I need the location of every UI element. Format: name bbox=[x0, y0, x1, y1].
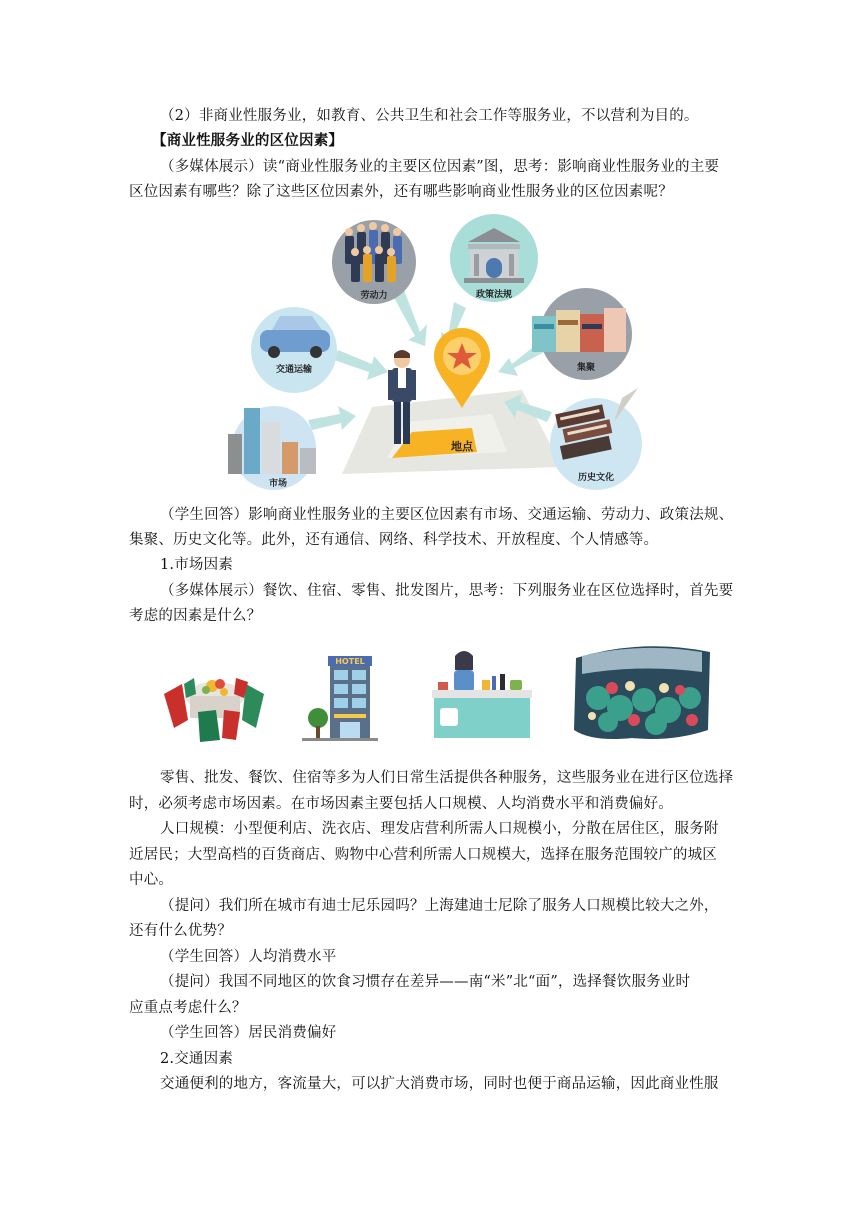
paragraph-student-answer-3: （学生回答）居民消费偏好 bbox=[160, 1025, 337, 1041]
site-label: 地点 bbox=[451, 440, 473, 453]
wholesale-market-image bbox=[572, 638, 712, 744]
market-factor bbox=[228, 406, 316, 490]
paragraph-question-2: （提问）我国不同地区的饮食习惯存在差异——南“米”北“面”，选择餐饮服务业时 bbox=[160, 974, 691, 990]
culture-label: 历史文化 bbox=[577, 473, 615, 483]
culture-factor bbox=[550, 388, 642, 490]
paragraph-population-cont: 近居民；大型高档的百货商店、购物中心营利所需人口规模大，选择在服务范围较广的城区 bbox=[129, 847, 717, 863]
retail-image bbox=[430, 644, 534, 742]
hotel-sign-text: HOTEL bbox=[335, 657, 365, 666]
section-heading: 【商业性服务业的区位因素】 bbox=[152, 133, 344, 149]
policy-factor bbox=[450, 214, 538, 302]
paragraph-question-1: （提问）我们所在城市有迪士尼乐园吗？上海建迪士尼除了服务人口规模比较大之外， bbox=[160, 898, 719, 914]
cluster-factor bbox=[532, 288, 632, 380]
labor-label: 劳动力 bbox=[360, 291, 388, 301]
paragraph-student-answer-2: （学生回答）人均消费水平 bbox=[160, 949, 337, 965]
subsection-market: 1.市场因素 bbox=[160, 557, 234, 573]
paragraph-population: 人口规模：小型便利店、洗衣店、理发店营利所需人口规模小，分散在居住区，服务附 bbox=[160, 821, 719, 837]
market-label: 市场 bbox=[268, 479, 288, 489]
cluster-label: 集聚 bbox=[576, 363, 596, 373]
transport-factor bbox=[251, 307, 337, 393]
labor-factor bbox=[332, 220, 416, 304]
hotel-image bbox=[298, 654, 382, 744]
paragraph-non-commercial: （2）非商业性服务业，如教育、公共卫生和社会工作等服务业，不以营利为目的。 bbox=[160, 108, 699, 124]
paragraph-multimedia-2: （多媒体展示）餐饮、住宿、零售、批发图片，思考：下列服务业在区位选择时，首先要 bbox=[160, 583, 734, 599]
location-factors-diagram bbox=[222, 212, 642, 494]
subsection-transport: 2.交通因素 bbox=[160, 1051, 234, 1067]
transport-label: 交通运输 bbox=[275, 365, 313, 375]
paragraph-multimedia-2-cont: 考虑的因素是什么？ bbox=[129, 608, 262, 624]
paragraph-question-1-cont: 还有什么优势？ bbox=[129, 923, 232, 939]
paragraph-student-answer-1: （学生回答）影响商业性服务业的主要区位因素有市场、交通运输、劳动力、政策法规、 bbox=[160, 507, 734, 523]
paragraph-question-2-cont: 应重点考虑什么？ bbox=[129, 1000, 247, 1016]
policy-label: 政策法规 bbox=[475, 290, 513, 300]
paragraph-market-intro: 零售、批发、餐饮、住宿等多为人们日常生活提供各种服务，这些服务业在进行区位选择 bbox=[160, 770, 734, 786]
paragraph-population-end: 中心。 bbox=[129, 872, 174, 888]
paragraph-transport: 交通便利的地方，客流量大，可以扩大消费市场，同时也便于商品运输，因此商业性服 bbox=[160, 1076, 719, 1092]
paragraph-student-answer-1-cont: 集聚、历史文化等。此外，还有通信、网络、科学技术、开放程度、个人情感等。 bbox=[129, 532, 659, 548]
paragraph-multimedia-1-cont: 区位因素有哪些？除了这些区位因素外，还有哪些影响商业性服务业的区位因素呢？ bbox=[129, 184, 673, 200]
paragraph-market-intro-cont: 时，必须考虑市场因素。在市场因素主要包括人口规模、人均消费水平和消费偏好。 bbox=[129, 796, 673, 812]
paragraph-multimedia-1: （多媒体展示）读“商业性服务业的主要区位因素”图，思考：影响商业性服务业的主要 bbox=[160, 159, 720, 175]
restaurant-image bbox=[160, 654, 270, 744]
map-ground bbox=[342, 390, 562, 474]
